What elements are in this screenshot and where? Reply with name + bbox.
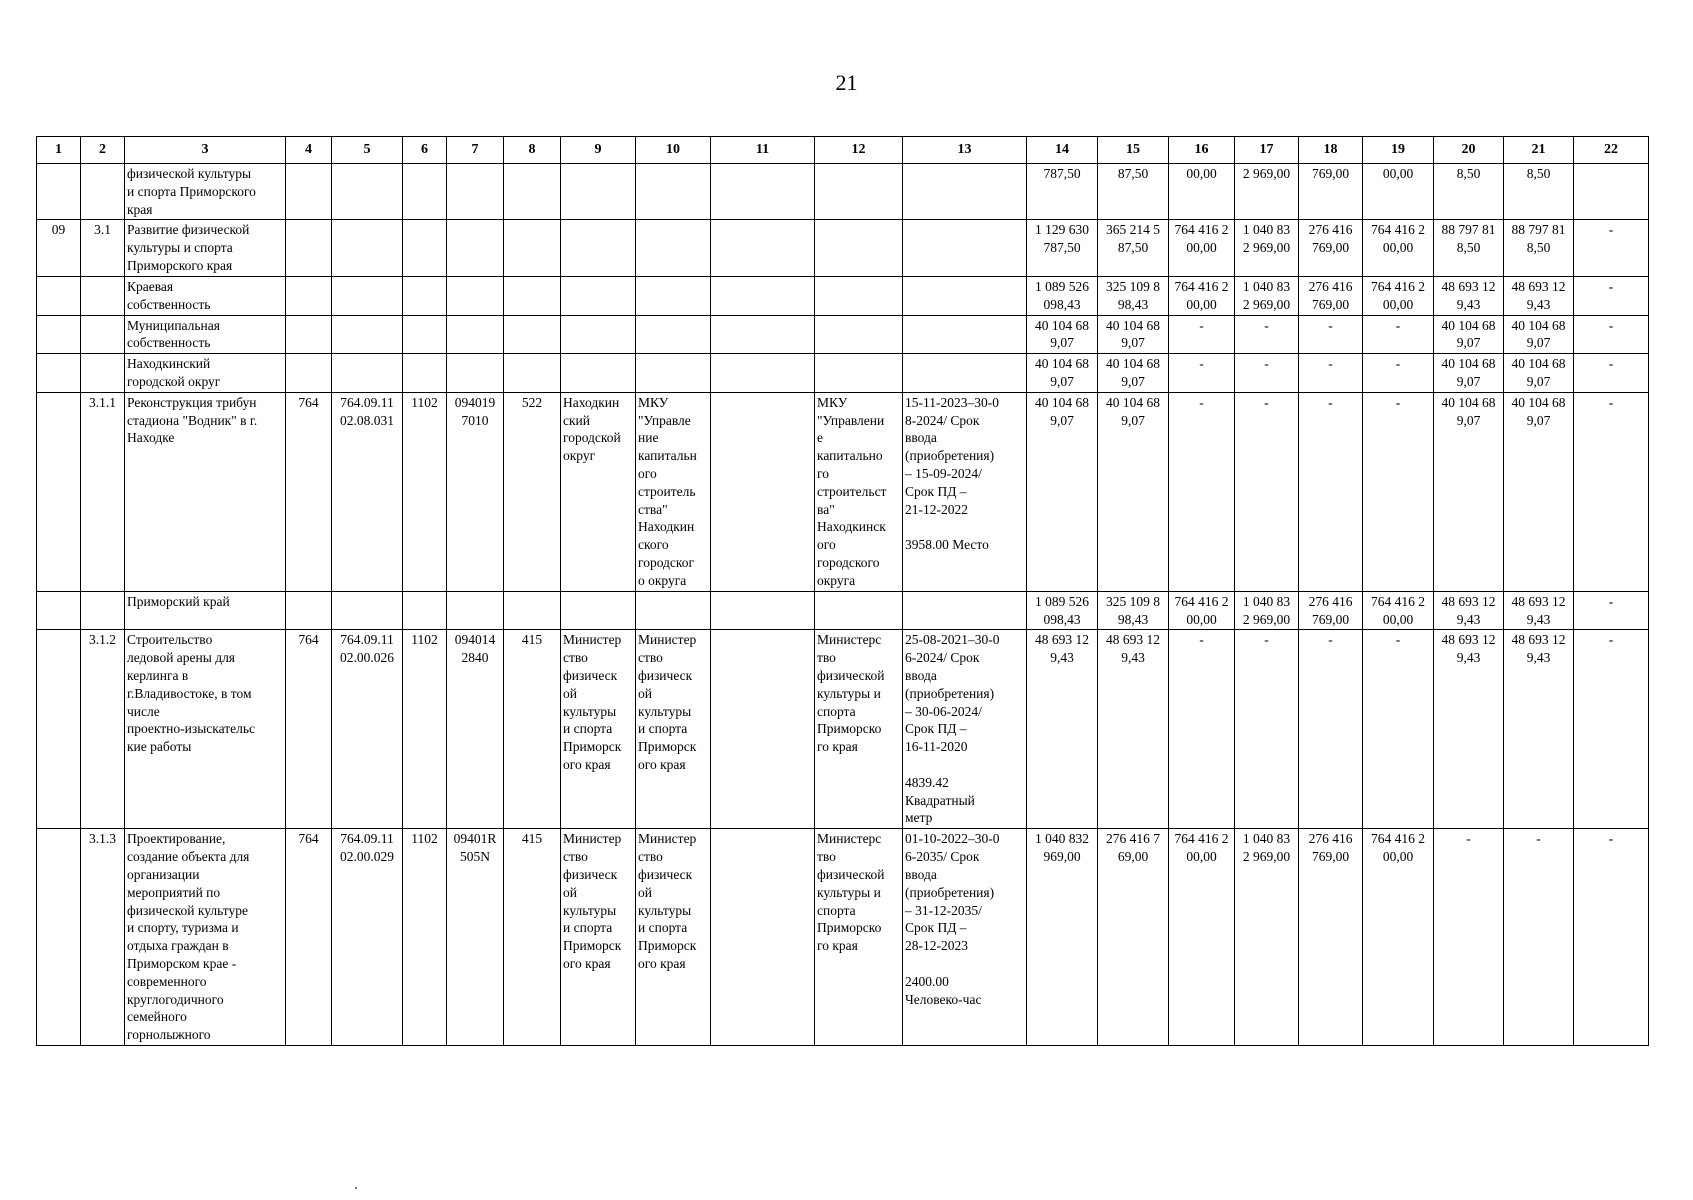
table-cell: 764 416 2 00,00 [1363, 276, 1434, 315]
table-cell: 764.09.11 02.00.029 [332, 829, 403, 1046]
table-cell: 48 693 12 9,43 [1098, 630, 1169, 829]
table-cell: 48 693 12 9,43 [1504, 630, 1574, 829]
column-header: 14 [1027, 137, 1098, 164]
table-cell: 01-10-2022–30-0 6-2035/ Срок ввода (приобретения) – 31-12-2035/ Срок ПД – 28-12-2023 2400.00 Человеко-час [903, 829, 1027, 1046]
table-cell [815, 220, 903, 276]
column-header: 20 [1434, 137, 1504, 164]
table-cell: 09401R 505N [447, 829, 504, 1046]
table-cell [332, 354, 403, 393]
table-cell: 48 693 12 9,43 [1504, 591, 1574, 630]
table-cell [815, 276, 903, 315]
table-cell: 1 040 83 2 969,00 [1235, 591, 1299, 630]
table-cell [81, 315, 125, 354]
column-header: 9 [561, 137, 636, 164]
table-cell [903, 164, 1027, 220]
table-cell [636, 591, 711, 630]
table-cell: - [1574, 591, 1649, 630]
table-cell [636, 276, 711, 315]
table-cell: 00,00 [1169, 164, 1235, 220]
table-cell [37, 630, 81, 829]
column-header: 6 [403, 137, 447, 164]
table-cell [903, 315, 1027, 354]
table-cell: 88 797 81 8,50 [1504, 220, 1574, 276]
table-cell: Приморский край [125, 591, 286, 630]
table-cell: - [1235, 392, 1299, 591]
table-cell: 40 104 68 9,07 [1434, 354, 1504, 393]
table-cell: 1 089 526 098,43 [1027, 276, 1098, 315]
column-header: 15 [1098, 137, 1169, 164]
table-cell: Министер ство физическ ой культуры и спорта Приморск ого края [636, 630, 711, 829]
table-cell [332, 591, 403, 630]
column-header: 17 [1235, 137, 1299, 164]
table-cell: 764 [286, 392, 332, 591]
table-cell [447, 591, 504, 630]
table-cell [286, 276, 332, 315]
table-cell [504, 315, 561, 354]
table-cell [504, 276, 561, 315]
table-cell [286, 220, 332, 276]
table-cell [711, 354, 815, 393]
table-cell: 325 109 8 98,43 [1098, 591, 1169, 630]
column-header: 12 [815, 137, 903, 164]
scan-speck [355, 1187, 357, 1189]
table-cell: 1102 [403, 630, 447, 829]
table-cell [403, 591, 447, 630]
table-cell [504, 591, 561, 630]
table-cell [403, 220, 447, 276]
table-cell: Министерс тво физической культуры и спорта Приморско го края [815, 630, 903, 829]
table-cell: 3.1.1 [81, 392, 125, 591]
table-cell [815, 164, 903, 220]
table-cell: 1 040 83 2 969,00 [1235, 276, 1299, 315]
table-cell: - [1169, 315, 1235, 354]
table-cell: Строительство ледовой арены для керлинга в г.Владивостоке, в том числе проектно-изыскательс кие работы [125, 630, 286, 829]
table-cell: 48 693 12 9,43 [1027, 630, 1098, 829]
table-cell [711, 276, 815, 315]
column-header: 13 [903, 137, 1027, 164]
table-cell: 40 104 68 9,07 [1098, 315, 1169, 354]
column-header: 11 [711, 137, 815, 164]
table-cell: 09 [37, 220, 81, 276]
table-cell: 1 089 526 098,43 [1027, 591, 1098, 630]
table-cell: 1 129 630 787,50 [1027, 220, 1098, 276]
table-cell: 48 693 12 9,43 [1434, 630, 1504, 829]
table-cell [903, 354, 1027, 393]
table-cell [636, 354, 711, 393]
table-cell: Проектирование, создание объекта для организации мероприятий по физической культуре и спорту, туризма и отдыха граждан в Приморском крае - современного круглогодичного семейного горнолыжного [125, 829, 286, 1046]
table-cell: 764 [286, 630, 332, 829]
table-cell: 764 416 2 00,00 [1169, 829, 1235, 1046]
table-cell [332, 164, 403, 220]
table-cell [561, 354, 636, 393]
table-cell: 3.1.2 [81, 630, 125, 829]
table-cell: 8,50 [1434, 164, 1504, 220]
table-cell [711, 392, 815, 591]
table-cell [636, 315, 711, 354]
table-cell: 276 416 769,00 [1299, 276, 1363, 315]
table-cell [711, 630, 815, 829]
column-header: 4 [286, 137, 332, 164]
table-cell: 365 214 5 87,50 [1098, 220, 1169, 276]
table-cell: физической культуры и спорта Приморского края [125, 164, 286, 220]
table-cell: Министер ство физическ ой культуры и спорта Приморск ого края [561, 829, 636, 1046]
table-cell: - [1504, 829, 1574, 1046]
table-cell: - [1235, 630, 1299, 829]
table-cell [504, 164, 561, 220]
table-cell: МКУ "Управлени е капитально го строительст ва" Находкинск ого городского округа [815, 392, 903, 591]
table-cell [504, 220, 561, 276]
table-cell [636, 164, 711, 220]
table-cell [37, 315, 81, 354]
column-header: 22 [1574, 137, 1649, 164]
table-cell [81, 276, 125, 315]
table-cell: - [1299, 315, 1363, 354]
table-cell: 415 [504, 630, 561, 829]
table-cell [447, 276, 504, 315]
column-header: 19 [1363, 137, 1434, 164]
table-cell [332, 315, 403, 354]
table-row [37, 164, 1649, 220]
table-cell [711, 829, 815, 1046]
table-cell: 764 416 2 00,00 [1363, 591, 1434, 630]
table-cell: 1102 [403, 829, 447, 1046]
table-cell: - [1299, 354, 1363, 393]
table-cell: - [1299, 630, 1363, 829]
table-cell [286, 315, 332, 354]
table-cell: Развитие физической культуры и спорта Приморского края [125, 220, 286, 276]
column-header: 7 [447, 137, 504, 164]
table-cell [711, 315, 815, 354]
table-cell: - [1574, 354, 1649, 393]
table-cell [37, 354, 81, 393]
table-cell: 40 104 68 9,07 [1504, 354, 1574, 393]
table-cell [561, 220, 636, 276]
table-cell: 764.09.11 02.00.026 [332, 630, 403, 829]
table-cell: 1 040 832 969,00 [1027, 829, 1098, 1046]
table-cell: 1102 [403, 392, 447, 591]
table-cell [711, 591, 815, 630]
table-cell: 40 104 68 9,07 [1027, 392, 1098, 591]
column-header: 1 [37, 137, 81, 164]
table-row [37, 276, 1649, 315]
table-cell: 094019 7010 [447, 392, 504, 591]
table-cell: - [1574, 392, 1649, 591]
table-cell: - [1299, 392, 1363, 591]
table-cell: 415 [504, 829, 561, 1046]
page-number: 21 [835, 70, 858, 95]
table-row [37, 220, 1649, 276]
table-cell: - [1169, 392, 1235, 591]
column-header: 16 [1169, 137, 1235, 164]
table-cell [1574, 164, 1649, 220]
table-cell: 764 416 2 00,00 [1363, 829, 1434, 1046]
column-header: 18 [1299, 137, 1363, 164]
table-cell [561, 164, 636, 220]
table-cell: 764 416 2 00,00 [1169, 276, 1235, 315]
table-cell: 15-11-2023–30-0 8-2024/ Срок ввода (приобретения) – 15-09-2024/ Срок ПД – 21-12-2022 3958.00 Место [903, 392, 1027, 591]
table-cell: 276 416 7 69,00 [1098, 829, 1169, 1046]
table-cell: 764 416 2 00,00 [1363, 220, 1434, 276]
table-cell: 3.1.3 [81, 829, 125, 1046]
table-cell: - [1574, 276, 1649, 315]
table-cell: - [1574, 220, 1649, 276]
table-cell [81, 164, 125, 220]
table-cell: Реконструкция трибун стадиона "Водник" в г. Находке [125, 392, 286, 591]
table-cell: 276 416 769,00 [1299, 220, 1363, 276]
table-cell: Муниципальная собственность [125, 315, 286, 354]
table-cell [403, 354, 447, 393]
table-cell: 094014 2840 [447, 630, 504, 829]
data-table [36, 136, 1649, 1046]
table-cell: - [1169, 630, 1235, 829]
table-row [37, 829, 1649, 1046]
table-cell [636, 220, 711, 276]
table-cell [447, 354, 504, 393]
table-cell: 40 104 68 9,07 [1027, 354, 1098, 393]
table-cell: 769,00 [1299, 164, 1363, 220]
table-cell [286, 591, 332, 630]
table-cell [815, 354, 903, 393]
table-cell [286, 164, 332, 220]
table-cell: 764 416 2 00,00 [1169, 591, 1235, 630]
column-header: 5 [332, 137, 403, 164]
table-cell: 276 416 769,00 [1299, 591, 1363, 630]
table-cell [903, 591, 1027, 630]
table-cell: 40 104 68 9,07 [1027, 315, 1098, 354]
table-row [37, 315, 1649, 354]
header-row [37, 137, 1649, 164]
table-cell: 1 040 83 2 969,00 [1235, 220, 1299, 276]
table-cell: - [1574, 829, 1649, 1046]
table-row [37, 354, 1649, 393]
table-cell [37, 591, 81, 630]
table-cell: 40 104 68 9,07 [1434, 315, 1504, 354]
table-cell: 40 104 68 9,07 [1098, 354, 1169, 393]
table-cell: 276 416 769,00 [1299, 829, 1363, 1046]
table-cell [903, 276, 1027, 315]
table-cell: 764.09.11 02.08.031 [332, 392, 403, 591]
table-cell: Министер ство физическ ой культуры и спорта Приморск ого края [636, 829, 711, 1046]
table-cell [711, 164, 815, 220]
table-cell [403, 276, 447, 315]
table-cell: Краевая собственность [125, 276, 286, 315]
table-cell [37, 164, 81, 220]
table-cell: - [1235, 315, 1299, 354]
table-cell [332, 220, 403, 276]
table-cell: Министер ство физическ ой культуры и спорта Приморск ого края [561, 630, 636, 829]
table-cell: 40 104 68 9,07 [1098, 392, 1169, 591]
table-cell: 00,00 [1363, 164, 1434, 220]
table-cell [81, 591, 125, 630]
table-cell [504, 354, 561, 393]
table-cell [903, 220, 1027, 276]
table-cell: 87,50 [1098, 164, 1169, 220]
table-cell: - [1574, 315, 1649, 354]
table-cell [561, 276, 636, 315]
table-cell: МКУ "Управле ние капитальн ого строитель ства" Находкин ского городског о округа [636, 392, 711, 591]
column-header: 8 [504, 137, 561, 164]
table-cell [447, 164, 504, 220]
table-cell: Министерс тво физической культуры и спорта Приморско го края [815, 829, 903, 1046]
table-cell [37, 276, 81, 315]
column-header: 2 [81, 137, 125, 164]
table-cell: 48 693 12 9,43 [1434, 591, 1504, 630]
table-cell [447, 315, 504, 354]
table-cell: - [1169, 354, 1235, 393]
table-cell: 48 693 12 9,43 [1434, 276, 1504, 315]
column-header: 10 [636, 137, 711, 164]
table-cell: - [1363, 630, 1434, 829]
table-cell: 3.1 [81, 220, 125, 276]
table-cell [815, 591, 903, 630]
table-cell: 40 104 68 9,07 [1434, 392, 1504, 591]
table-cell: Находкин ский городской округ [561, 392, 636, 591]
table-cell: - [1363, 354, 1434, 393]
table-cell: - [1235, 354, 1299, 393]
table-cell: - [1574, 630, 1649, 829]
table-row [37, 392, 1649, 591]
table-cell [561, 315, 636, 354]
table-cell [815, 315, 903, 354]
table-cell: 1 040 83 2 969,00 [1235, 829, 1299, 1046]
table-cell: 764 416 2 00,00 [1169, 220, 1235, 276]
table-cell [403, 164, 447, 220]
table-cell [81, 354, 125, 393]
table-cell: 2 969,00 [1235, 164, 1299, 220]
column-header: 21 [1504, 137, 1574, 164]
table-cell [37, 829, 81, 1046]
table-row [37, 591, 1649, 630]
table-cell: 40 104 68 9,07 [1504, 315, 1574, 354]
table-cell: - [1363, 392, 1434, 591]
table-cell: 787,50 [1027, 164, 1098, 220]
table-cell: 40 104 68 9,07 [1504, 392, 1574, 591]
table-cell [37, 392, 81, 591]
table-cell: 48 693 12 9,43 [1504, 276, 1574, 315]
table-cell: 325 109 8 98,43 [1098, 276, 1169, 315]
column-header: 3 [125, 137, 286, 164]
table-cell: 764 [286, 829, 332, 1046]
table-cell: - [1434, 829, 1504, 1046]
table-cell: 522 [504, 392, 561, 591]
table-cell [403, 315, 447, 354]
table-cell [447, 220, 504, 276]
table-cell: 88 797 81 8,50 [1434, 220, 1504, 276]
table-cell: - [1363, 315, 1434, 354]
table-cell: 8,50 [1504, 164, 1574, 220]
table-cell [286, 354, 332, 393]
table-cell: 25-08-2021–30-0 6-2024/ Срок ввода (приобретения) – 30-06-2024/ Срок ПД – 16-11-2020 4839.42 Квадратный метр [903, 630, 1027, 829]
table-cell [561, 591, 636, 630]
table-row [37, 630, 1649, 829]
table-cell [711, 220, 815, 276]
table-cell: Находкинский городской округ [125, 354, 286, 393]
table-cell [332, 276, 403, 315]
